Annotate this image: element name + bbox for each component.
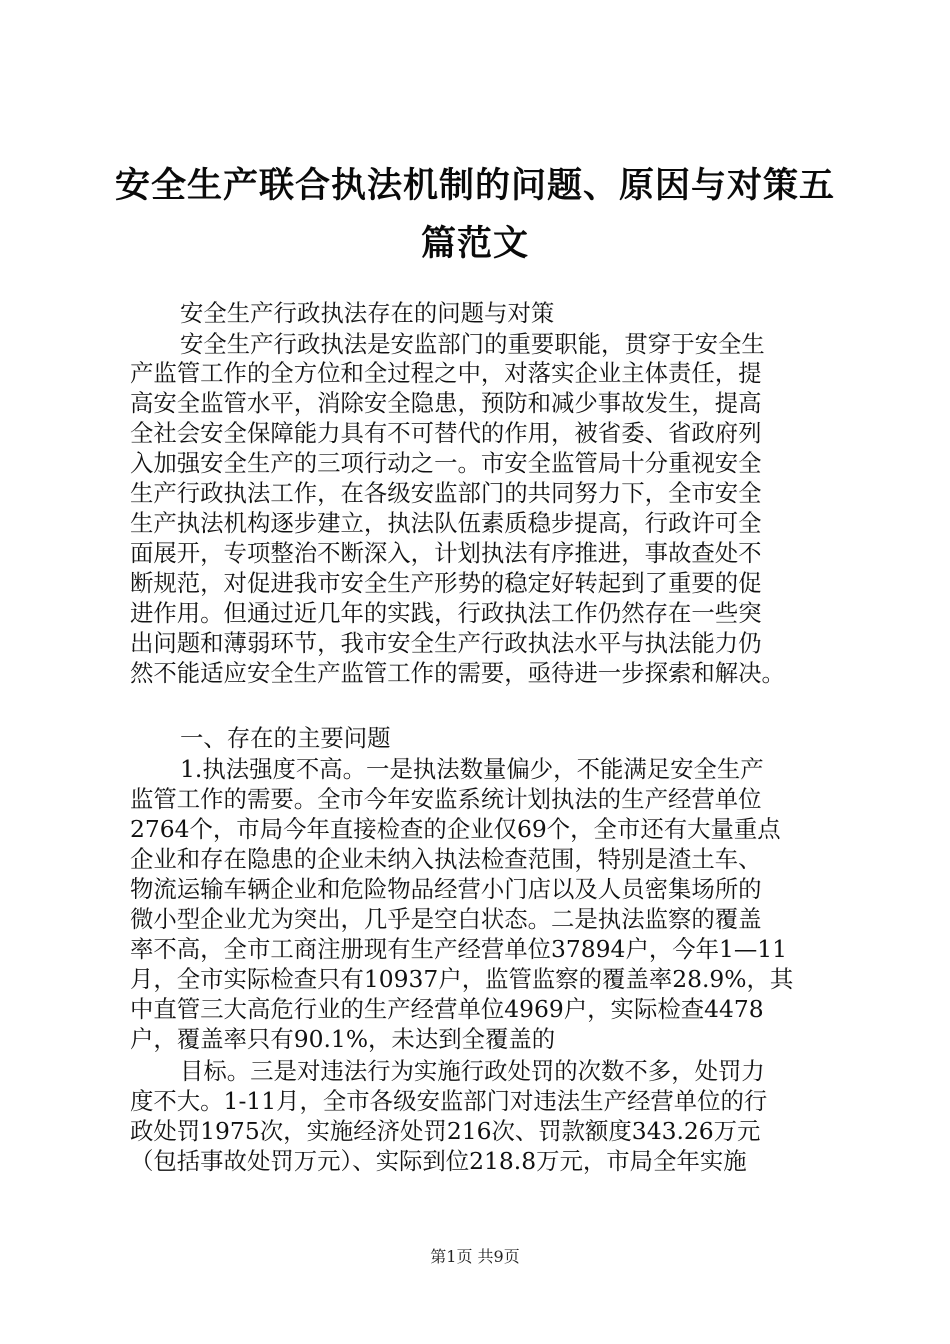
page-number-footer: 第1页 共9页 bbox=[430, 1247, 520, 1266]
paragraph-line: 全社会安全保障能力具有不可替代的作用，被省委、省政府列 bbox=[130, 419, 762, 447]
paragraph-line: 1.执法强度不高。一是执法数量偏少，不能满足安全生产 bbox=[180, 755, 764, 783]
paragraph-line: 生产执法机构逐步建立，执法队伍素质稳步提高，行政许可全 bbox=[130, 509, 762, 537]
paragraph-line: 月，全市实际检查只有10937户，监管监察的覆盖率28.9%，其 bbox=[130, 965, 794, 993]
document-title-line-1: 安全生产联合执法机制的问题、原因与对策五 bbox=[114, 165, 835, 206]
section-heading: 安全生产行政执法存在的问题与对策 bbox=[180, 299, 555, 327]
paragraph-line: 安全生产行政执法是安监部门的重要职能，贯穿于安全生 bbox=[180, 330, 765, 358]
paragraph-line: 面展开，专项整治不断深入，计划执法有序推进，事故查处不 bbox=[130, 539, 762, 567]
paragraph-line: 入加强安全生产的三项行动之一。市安全监管局十分重视安全 bbox=[130, 449, 762, 477]
paragraph-line: 断规范，对促进我市安全生产形势的稳定好转起到了重要的促 bbox=[130, 569, 762, 597]
paragraph-line: 产监管工作的全方位和全过程之中，对落实企业主体责任，提 bbox=[130, 359, 762, 387]
paragraph-line: 高安全监管水平，消除安全隐患，预防和减少事故发生，提高 bbox=[130, 389, 762, 417]
paragraph-line: 目标。三是对违法行为实施行政处罚的次数不多，处罚力 bbox=[180, 1057, 765, 1085]
paragraph-line: 物流运输车辆企业和危险物品经营小门店以及人员密集场所的 bbox=[130, 875, 762, 903]
paragraph-line: 监管工作的需要。全市今年安监系统计划执法的生产经营单位 bbox=[130, 785, 762, 813]
paragraph-line: （包括事故处罚万元）、实际到位218.8万元，市局全年实施 bbox=[130, 1147, 747, 1175]
paragraph-line: 然不能适应安全生产监管工作的需要，亟待进一步探索和解决。 bbox=[130, 659, 785, 687]
paragraph-line: 2764个，市局今年直接检查的企业仅69个，全市还有大量重点 bbox=[130, 815, 781, 843]
paragraph-line: 中直管三大高危行业的生产经营单位4969户，实际检查4478 bbox=[130, 995, 764, 1023]
paragraph-line: 出问题和薄弱环节，我市安全生产行政执法水平与执法能力仍 bbox=[130, 629, 762, 657]
paragraph-line: 进作用。但通过近几年的实践，行政执法工作仍然存在一些突 bbox=[130, 599, 762, 627]
section-heading: 一、存在的主要问题 bbox=[180, 724, 391, 752]
paragraph-line: 度不大。1-11月，全市各级安监部门对违法生产经营单位的行 bbox=[130, 1087, 768, 1115]
paragraph-line: 企业和存在隐患的企业未纳入执法检查范围，特别是渣土车、 bbox=[130, 845, 762, 873]
paragraph-line: 户，覆盖率只有90.1%，未达到全覆盖的 bbox=[130, 1025, 556, 1053]
paragraph-line: 政处罚1975次，实施经济处罚216次、罚款额度343.26万元 bbox=[130, 1117, 761, 1145]
paragraph-line: 微小型企业尤为突出，几乎是空白状态。二是执法监察的覆盖 bbox=[130, 905, 762, 933]
document-title-line-2: 篇范文 bbox=[420, 223, 529, 264]
paragraph-line: 生产行政执法工作，在各级安监部门的共同努力下，全市安全 bbox=[130, 479, 762, 507]
paragraph-line: 率不高，全市工商注册现有生产经营单位37894户，今年1—11 bbox=[130, 935, 788, 963]
